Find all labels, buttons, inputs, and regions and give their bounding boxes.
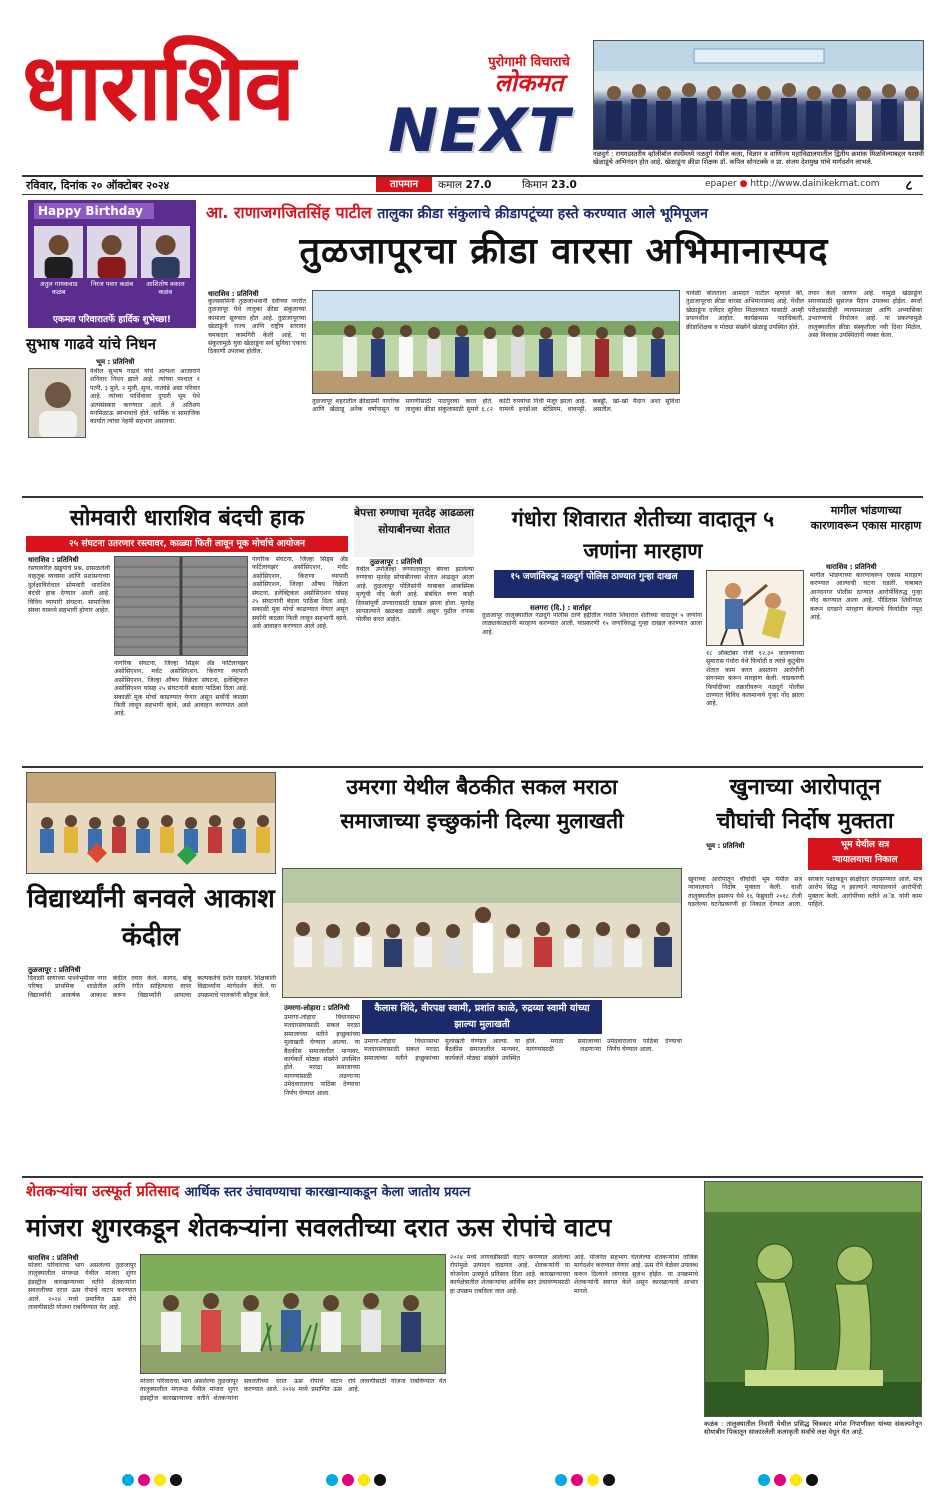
bandh-photo-shutters	[114, 556, 248, 656]
max-temp	[438, 178, 491, 192]
soybean-art-aerial-photo	[704, 1181, 922, 1417]
soybean-art-caption: कळंब : तालुक्यातील निवारी येथील प्रसिद्ध चित्रकार मंगेश निपाणीकर यांच्या संकल्पनेतून सोयाबीन पिकातून साकारलेली कलाकृती सर्वांचे लक्ष वेधून घेत आहे.	[704, 1420, 922, 1437]
assault-headline: गंधोरा शिवारात शेतीच्या वादातून ५ जणांना मारहाण	[511, 506, 775, 563]
maratha-headline-line1: उमरगा येथील बैठकीत सकल मराठा	[346, 774, 618, 799]
lead-kicker	[206, 201, 922, 223]
issue-date: रविवार, दिनांक २० ऑक्टोबर २०२४	[26, 179, 170, 192]
birthday-names	[34, 280, 190, 296]
sugar-headline: मांजरा शुगरकडून शेतकऱ्यांना सवलतीच्या दरात ऊस रोपांचे वाटप	[26, 1213, 612, 1242]
assault-dateline: सलगरा (दि.) : वार्ताहर	[530, 604, 591, 612]
acquittal-body: खुनाच्या आरोपातून चौघांची भूम येथील सत्र न्यायालयाने निर्दोष मुक्तता केली. वाशी तालुक्यातील इसरूप येथे १६ फेब्रुवारी २०१८ रोजी घडलेल्या घटनेप्रकरणी हा निकाल देण्यात आला. सरकार पक्षाकडून साक्षीदार तपासण्यात आले, मात्र आरोप सिद्ध न झाल्याने न्यायालयाने आरोपींची मुक्तता केली. आरोपींच्या वतीने अॅड. यांनी काम पाहिले.	[688, 876, 922, 909]
edition-logo: NEXT	[388, 96, 571, 166]
bandh-body-2: नागरिक संघटना, जिल्हा सिड्स अँड फर्टिलायझर असोसिएशन, मर्चंट असोसिएशन, किराणा व्यापारी असोसिएशन, जिल्हा औषध विक्रेता संघटना, इलेक्ट्रिकल असोसिएशन यांसह २५ संघटनांनी बंदला पाठिंबा दिला आहे. सकाळी मूक मोर्चा काढण्यात येणार असून सर्वांनी काळ्या फिती लावून सहभागी व्हावे, असे आवाहन करण्यात आले आहे.	[114, 660, 248, 718]
maratha-dateline: उमरगा-लोहारा : प्रतिनिधी	[284, 1004, 350, 1012]
lantern-photo-students	[26, 772, 276, 874]
birthday-name: निरज पवार कळंब	[90, 280, 134, 288]
lead-body-4: तयार केले जाणार आहे. यामुळे खेळाडूंना सरावासाठी सुसज्ज मैदान उपलब्ध होईल. स्पर्धा परीक्षांसाठीही व्यायामशाळा आणि अभ्यासिका उभारण्याचे नियोजन आहे. या प्रकल्पामुळे तालुक्यातील क्रीडा संस्कृतीला नवी दिशा मिळेल, असा विश्वास उपस्थितांनी व्यक्त केला.	[808, 290, 922, 340]
registration-mark	[587, 1474, 599, 1486]
registration-mark	[555, 1474, 567, 1486]
lead-kicker-text: तालुका क्रीडा संकुलाचे क्रीडापटूंच्या हस्ते करण्यात आले भूमिपूजन	[377, 206, 708, 222]
registration-mark	[342, 1474, 354, 1486]
birthday-name: अतुल गायकवाड कळंब	[39, 280, 78, 296]
bandh-headline: सोमवारी धाराशिव बंदची हाक	[69, 505, 305, 531]
max-temp-label: कमाल	[438, 179, 463, 191]
min-temp-value: 23.0	[550, 179, 577, 191]
registration-mark	[122, 1474, 134, 1486]
sugar-body-4: आहे. योजनेत सहभाग घेतलेल्या शेतकऱ्यांना तांत्रिक मार्गदर्शन करण्यात येणार आहे. ऊस रोपे वेळेवर उपलब्ध करून दिल्याने लागवड सुलभ होईल. या उपक्रमाचे शेतकऱ्यांनी स्वागत केले असून कारखान्याचे आभार मानले.	[574, 1254, 698, 1295]
acquittal-badge-line1: भूम येथील सत्र	[840, 840, 890, 850]
sugar-kicker-highlight: शेतकऱ्यांचा उत्स्फूर्त प्रतिसाद	[26, 1182, 180, 1200]
assault-illustration	[706, 570, 804, 646]
birthday-wish: एकमत परिवारातर्फे हार्दिक शुभेच्छा!	[53, 315, 171, 325]
fight-headline: मागील भांडणाच्या कारणावरून एकास मारहाण	[810, 504, 922, 532]
lead-body-2: तुळजापूर शहरातील क्रीडाप्रेमी नागरिक आणि खेळाडू अनेक वर्षांपासून या मागणीसाठी पाठपुरावा करत होते. तालुका क्रीडा संकुलासाठी सुमारे ६.८२ कोटी रुपयांचा निधी मंजूर झाला आहे. यामध्ये इनडोअर स्टेडियम, धावपट्टी, कबड्डी, खो-खो मैदान अशा सुविधा असतील.	[312, 398, 680, 414]
sugar-body-2: मांजरा परिवाराचा भाग असलेल्या तुळजापूर तालुक्यातील मंगरूळ येथील मांजरा शुगर इंडस्ट्रीज कारखान्याच्या वतीने शेतकऱ्यांना सवलतीच्या दरात ऊस रोपांचे वाटप करण्यात आले. २०२४ मध्ये प्रमाणित ऊस रोपे लावणीसाठी योजना राबविण्यात येत आहे.	[140, 1378, 446, 1402]
epaper-label: epaper	[705, 179, 737, 189]
maratha-photo-caption: कैलास शिंदे, वीरपक्ष स्वामी, प्रशांत काळे, रुद्रय्या स्वामी यांच्या झाल्या मुलाखती	[362, 1000, 602, 1034]
registration-mark	[154, 1474, 166, 1486]
obituary-photo	[28, 368, 86, 438]
assault-subhead: १५ जणांविरुद्ध नळदुर्ग पोलिस ठाण्यात गुन्हा दाखल	[494, 570, 694, 598]
birthday-name: आशितोष वकाल कळंब	[145, 280, 185, 296]
acquittal-dateline: भूम : प्रतिनिधी	[706, 842, 745, 850]
lead-body-1: कुलस्वामिनी तुळजाभवानी देवीच्या नगरीत तुळजापूर येथे तालुका क्रीडा संकुलाच्या कामाला सुरुवात होत आहे. तुळजापूरच्या खेळाडूंनी राज्य आणि राष्ट्रीय स्तरावर चमकदार कामगिरी केली आहे. या संकुलामुळे युवा खेळाडूंना सर्व सुविधा एकाच ठिकाणी उपलब्ध होतील.	[208, 298, 306, 356]
registration-mark	[774, 1474, 786, 1486]
maratha-headline-line2: समाजाच्या इच्छुकांनी दिल्या मुलाखती	[340, 808, 624, 833]
lead-photo-bhoomipujan	[312, 290, 680, 394]
registration-mark	[138, 1474, 150, 1486]
top-photo-caption: नळदुर्ग : रायगडस्तरीय व्हॉलीबॉल स्पर्धेमध्ये नळदुर्ग येथील कला, विज्ञान व वाणिज्य महाविद्यालयातील द्वितीय क्रमांक मिळविल्याबद्दल यशस्वी खेळाडूंचे अभिनंदन होत आहे. खेळाडूंना क्रीडा शिक्षक डॉ. कपिल सोनटक्के व प्रा. संजय देशमुख यांचे मार्गदर्शन लाभले.	[593, 150, 924, 166]
globe-icon: ●	[739, 179, 748, 189]
lead-dateline: धाराशिव : प्रतिनिधी	[208, 290, 259, 298]
max-temp-value: 27.0	[465, 179, 492, 191]
registration-mark	[170, 1474, 182, 1486]
sugar-kicker	[26, 1181, 698, 1203]
acquittal-badge	[808, 838, 922, 870]
sugar-photo-seedlings	[140, 1254, 446, 1374]
avatar	[141, 226, 190, 278]
acquittal-headline-line1: खुनाच्या आरोपातून	[729, 774, 881, 800]
sugar-body-3: २०२४ मध्ये लागवडीसाठी वाटप करण्यात आलेल्या रोपांमुळे उत्पादन वाढणार आहे. शेतकऱ्यांनी या योजनेला उत्स्फूर्त प्रतिसाद दिला आहे. कारखान्याच्या कार्यक्षेत्रातील शेतकऱ्यांचा आर्थिक स्तर उंचावण्यासाठी हा उपक्रम राबविला जात आहे.	[450, 1254, 570, 1295]
lantern-dateline: तुळजापूर : प्रतिनिधी	[28, 966, 81, 974]
sugar-body-1: मांजरा परिवाराचा भाग असलेल्या तुळजापूर तालुक्यातील मंगरूळ येथील मांजरा शुगर इंडस्ट्रीज कारखान्याच्या वतीने शेतकऱ्यांना सवलतीच्या दरात ऊस रोपांचे वाटप करण्यात आले. २०२४ मध्ये प्रमाणित ऊस रोपे लावणीसाठी योजना राबविण्यात येत आहे.	[28, 1262, 136, 1312]
masthead-title: धाराशिव	[22, 34, 294, 141]
registration-mark	[571, 1474, 583, 1486]
maratha-photo-meeting	[282, 868, 682, 998]
masthead-tagline: पुरोगामी विचाराचे	[488, 55, 570, 70]
assault-body-1: तुळजापूर तालुक्यातील नळदुर्ग पोलीस ठाणे हद्दीतील गंधोरा शिवारात शेतीच्या वादातून ५ जणांना लाठ्याकाठ्यांनी मारहाण करण्यात आली. याप्रकरणी १५ जणांविरुद्ध गुन्हा दाखल करण्यात आला आहे.	[482, 612, 702, 636]
bandh-dateline: धाराशिव : प्रतिनिधी	[28, 556, 79, 564]
registration-mark	[603, 1474, 615, 1486]
page-number: ८	[905, 178, 913, 194]
website-url[interactable]: http://www.dainikekmat.com	[750, 179, 880, 189]
acquittal-headline-line2: चौघांची निर्दोष मुक्तता	[716, 808, 894, 834]
top-photo-volleyball-team	[593, 40, 924, 150]
maratha-body-1: उमरगा-लोहारा विधानसभा मतदारसंघासाठी सकल मराठा समाजाच्या वतीने इच्छुकांच्या मुलाखती घेण्यात आल्या. या बैठकीस समाजातील मान्यवर, कार्यकर्ते मोठ्या संख्येने उपस्थित होते. मराठा समाजाच्या मागण्यांसाठी लढणाऱ्या उमेदवारालाच पाठिंबा देण्याचा निर्णय घेण्यात आला.	[284, 1014, 360, 1097]
obituary-headline: सुभाष गाढवे यांचे निधन	[26, 335, 156, 353]
registration-mark	[326, 1474, 338, 1486]
avatar	[34, 226, 83, 278]
sugar-dateline: धाराशिव : प्रतिनिधी	[28, 1254, 79, 1262]
registration-mark	[758, 1474, 770, 1486]
assault-body-2: १८ ऑक्टोबर रोजी १२.३० वाजण्याच्या सुमारास गंधोरा येथे फिर्यादी व त्यांचे कुटुंबीय शेतात काम करत असताना आरोपींनी संगनमत करून मारहाण केली. याप्रकरणी फिर्यादीच्या तक्रारीवरून नळदुर्ग पोलीस ठाण्यात विविध कलमान्वये गुन्हा नोंद झाला आहे.	[706, 650, 804, 708]
temperature-label: तापमान	[376, 177, 432, 192]
lantern-body: दिवाळी सणाच्या पार्श्वभूमीवर नगर परिषद प्राथमिक शाळेतील विद्यार्थ्यांनी आकर्षक आकाश कंदील तयार केले. कागद, बांबू आणि रंगीत साहित्याचा वापर करून विद्यार्थ्यांनी आपल्या कल्पकतेचे दर्शन घडवले. शिक्षकांनी विद्यार्थ्यांना मार्गदर्शन केले. या उपक्रमाचे पालकांनी कौतुक केले.	[28, 975, 276, 999]
bandh-body-3: नागरिक संघटना, जिल्हा सिड्स अँड फर्टिलायझर असोसिएशन, मर्चंट असोसिएशन, किराणा व्यापारी असोसिएशन, जिल्हा औषध विक्रेता संघटना, इलेक्ट्रिकल असोसिएशन यांसह २५ संघटनांनी बंदला पाठिंबा दिला आहे. सकाळी मूक मोर्चा काढण्यात येणार असून सर्वांनी काळ्या फिती लावून सहभागी व्हावे, असे आवाहन करण्यात आले आहे.	[252, 556, 348, 631]
lead-headline: तुळजापूरचा क्रीडा वारसा अभिमानास्पद	[299, 230, 829, 272]
maratha-body-2: उमरगा-लोहारा विधानसभा मतदारसंघासाठी सकल मराठा समाजाच्या वतीने इच्छुकांच्या मुलाखती घेण्यात आल्या. या बैठकीस समाजातील मान्यवर, कार्यकर्ते मोठ्या संख्येने उपस्थित होते. मराठा समाजाच्या मागण्यांसाठी लढणाऱ्या उमेदवारालाच पाठिंबा देण्याचा निर्णय घेण्यात आला.	[364, 1038, 682, 1062]
missing-dateline: तुळजापूर : प्रतिनिधी	[370, 558, 423, 566]
registration-mark	[790, 1474, 802, 1486]
obituary-dateline: भूम : प्रतिनिधी	[96, 358, 135, 366]
min-temp-label: किमान	[522, 179, 548, 191]
birthday-title: Happy Birthday	[34, 203, 154, 219]
min-temp	[522, 178, 577, 192]
brand-logo: लोकमत	[494, 69, 564, 97]
bandh-body-1: रस्त्यावरील खड्डयांचे प्रश्न, ढासळलेली वाहतूक व्यवस्था आणि प्रशासनाच्या दुर्लक्षाविरोधात सोमवारी धाराशिव बंदची हाक देण्यात आली आहे. विविध व्यापारी संघटना, सामाजिक संस्था यामध्ये सहभागी होणार आहेत.	[28, 565, 110, 615]
lead-body-3: यावेळी बोलताना आमदार पाटील म्हणाले की, तुळजापूरचा क्रीडा वारसा अभिमानास्पद आहे. येथील खेळाडूंना दर्जेदार सुविधा मिळाव्यात यासाठी आम्ही प्रयत्नशील आहोत. कार्यक्रमास पदाधिकारी, क्रीडाशिक्षक व मोठ्या संख्येने खेळाडू उपस्थित होते.	[686, 290, 804, 331]
avatar	[87, 226, 136, 278]
fight-dateline: धाराशिव : प्रतिनिधी	[826, 563, 877, 571]
registration-mark	[374, 1474, 386, 1486]
bandh-subhead: २५ संघटना उतरणार रस्त्यावर, काळ्या फिती लावून मूक मोर्चाचे आयोजन	[26, 536, 348, 552]
fight-body: मागील भांडणाच्या कारणावरून एकास मारहाण करण्यात आल्याची घटना घडली. याबाबत आनंदनगर पोलीस ठाण्यात आरोपींविरुद्ध गुन्हा नोंद करण्यात आला आहे. पीडितास शिवीगाळ करून दगडाने मारहाण केल्याचे फिर्यादीत नमूद आहे.	[810, 572, 922, 622]
missing-body: येथील उपजिल्हा रुग्णालयातून बेपत्ता झालेल्या रुग्णाचा मृतदेह सोयाबीनच्या शेतात आढळून आला आहे. तुळजापूर पोलिसांनी याबाबत आकस्मिक मृत्यूची नोंद केली आहे. संबंधित रुग्ण काही दिवसांपूर्वी उपचारासाठी दाखल झाला होता. मृतदेह सापडल्याने खळबळ उडाली असून पुढील तपास पोलीस करत आहेत.	[356, 566, 474, 624]
birthday-photos	[34, 226, 190, 278]
obituary-body: येथील सुभाष गाढवे यांचे अल्पशा आजाराने शनिवार निधन झाले आहे. त्यांच्या पश्चात १ पत्नी, ३ मुले, २ मुली, सुना, नातवंडे असा परिवार आहे. त्यांच्या पार्थिवावर दुपारी भूम येथे अंत्यसंस्कार करण्यात आले. ते अतिशय मनमिळाऊ स्वभावाचे होते. धार्मिक व सामाजिक कार्यात त्यांचा नेहमी सहभाग असायचा.	[90, 368, 200, 426]
sugar-kicker-text: आर्थिक स्तर उंचावण्याचा कारखान्याकडून केला जातोय प्रयत्न	[184, 1185, 471, 1200]
registration-mark	[358, 1474, 370, 1486]
lead-kicker-name: आ. राणाजगजितसिंह पाटील	[206, 203, 372, 222]
epaper-link[interactable]	[705, 179, 879, 189]
registration-mark	[806, 1474, 818, 1486]
acquittal-badge-line2: न्यायालयाचा निकाल	[832, 855, 898, 865]
footer-color-bar	[0, 1468, 945, 1501]
missing-headline: बेपत्ता रुग्णाचा मृतदेह आढळला सोयाबीनच्या शेतात	[354, 505, 474, 557]
lantern-headline: विद्यार्थ्यांनी बनवले आकाश कंदील	[27, 884, 275, 952]
